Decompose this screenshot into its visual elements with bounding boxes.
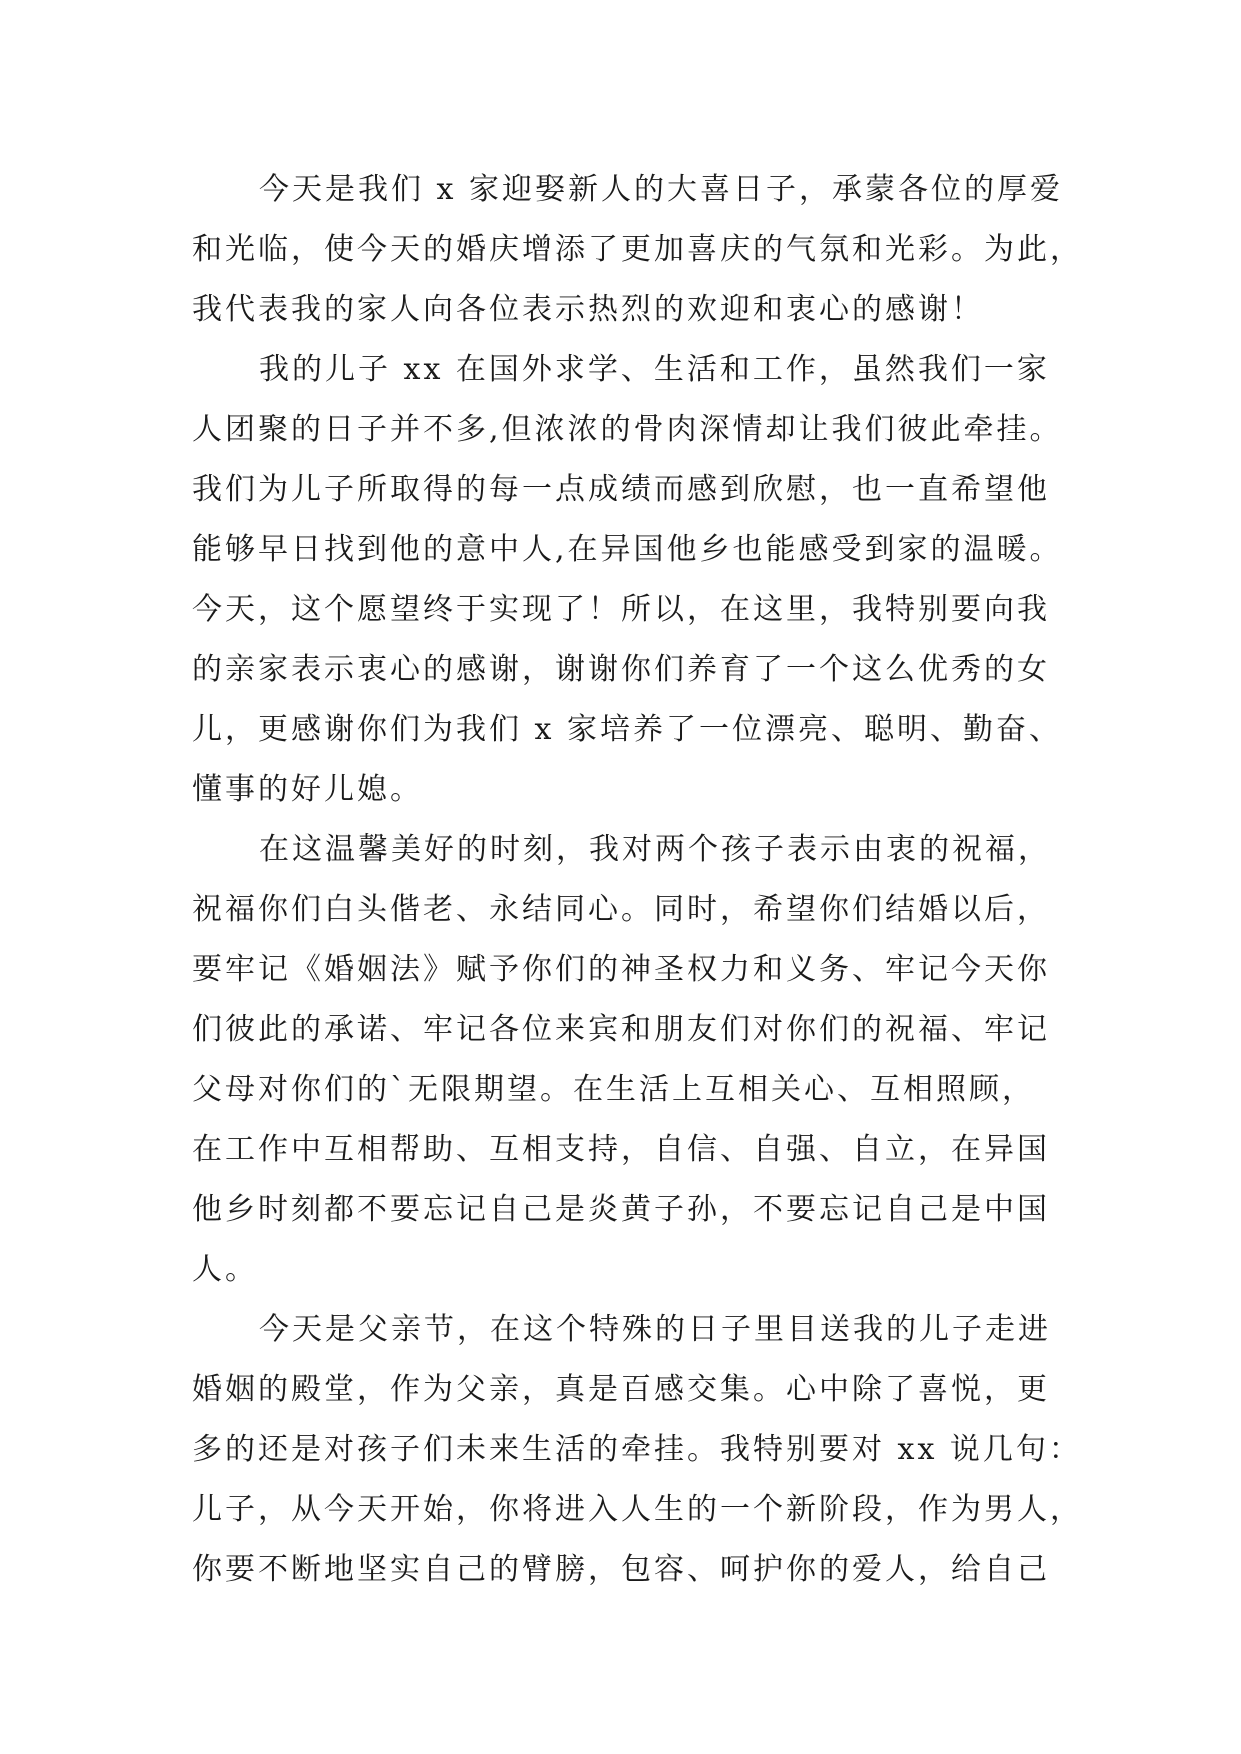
text-line: 懂事的好儿媳。 xyxy=(192,772,423,807)
text-line: 能够早日找到他的意中人,在异国他乡也能感受到家的温暖。 xyxy=(192,532,1063,567)
text-line: 我们为儿子所取得的每一点成绩而感到欣慰，也一直希望他 xyxy=(192,472,1050,507)
text-line: 在工作中互相帮助、互相支持，自信、自强、自立，在异国 xyxy=(192,1132,1050,1167)
text-line: 儿，更感谢你们为我们 x 家培养了一位漂亮、聪明、勤奋、 xyxy=(192,712,1062,747)
text-line: 要牢记《婚姻法》赋予你们的神圣权力和义务、牢记今天你 xyxy=(192,952,1050,987)
text-line: 的亲家表示衷心的感谢，谢谢你们养育了一个这么优秀的女 xyxy=(192,652,1050,687)
text-line: 我代表我的家人向各位表示热烈的欢迎和衷心的感谢！ xyxy=(192,292,984,327)
text-line: 你要不断地坚实自己的臂膀，包容、呵护你的爱人，给自己 xyxy=(192,1552,1050,1587)
text-line: 们彼此的承诺、牢记各位来宾和朋友们对你们的祝福、牢记 xyxy=(192,1012,1050,1047)
text-line: 父母对你们的`无限期望。在生活上互相关心、互相照顾， xyxy=(192,1072,1035,1107)
text-line: 婚姻的殿堂，作为父亲，真是百感交集。心中除了喜悦，更 xyxy=(192,1372,1050,1407)
text-line: 他乡时刻都不要忘记自己是炎黄子孙，不要忘记自己是中国 xyxy=(192,1192,1050,1227)
text-line: 今天是我们 x 家迎娶新人的大喜日子，承蒙各位的厚爱 xyxy=(259,172,1063,207)
text-line: 祝福你们白头偕老、永结同心。同时，希望你们结婚以后， xyxy=(192,892,1050,927)
text-line: 今天，这个愿望终于实现了！所以，在这里，我特别要向我 xyxy=(192,592,1050,627)
text-line: 儿子，从今天开始，你将进入人生的一个新阶段，作为男人， xyxy=(192,1492,1083,1527)
text-line: 和光临，使今天的婚庆增添了更加喜庆的气氛和光彩。为此， xyxy=(192,232,1083,267)
text-line: 在这温馨美好的时刻，我对两个孩子表示由衷的祝福， xyxy=(259,832,1051,867)
paragraph-4 xyxy=(192,1300,1083,1600)
text-line: 今天是父亲节，在这个特殊的日子里目送我的儿子走进 xyxy=(259,1312,1051,1347)
paragraph-3 xyxy=(192,820,1052,1300)
text-line: 多的还是对孩子们未来生活的牵挂。我特别要对 xx 说几句： xyxy=(192,1432,1082,1467)
paragraph-1 xyxy=(192,160,1083,340)
text-line: 人。 xyxy=(192,1252,258,1287)
text-line: 人团聚的日子并不多,但浓浓的骨肉深情却让我们彼此牵挂。 xyxy=(192,412,1063,447)
document-body xyxy=(192,160,1083,1600)
paragraph-2 xyxy=(192,340,1063,820)
text-line: 我的儿子 xx 在国外求学、生活和工作，虽然我们一家 xyxy=(259,352,1050,387)
